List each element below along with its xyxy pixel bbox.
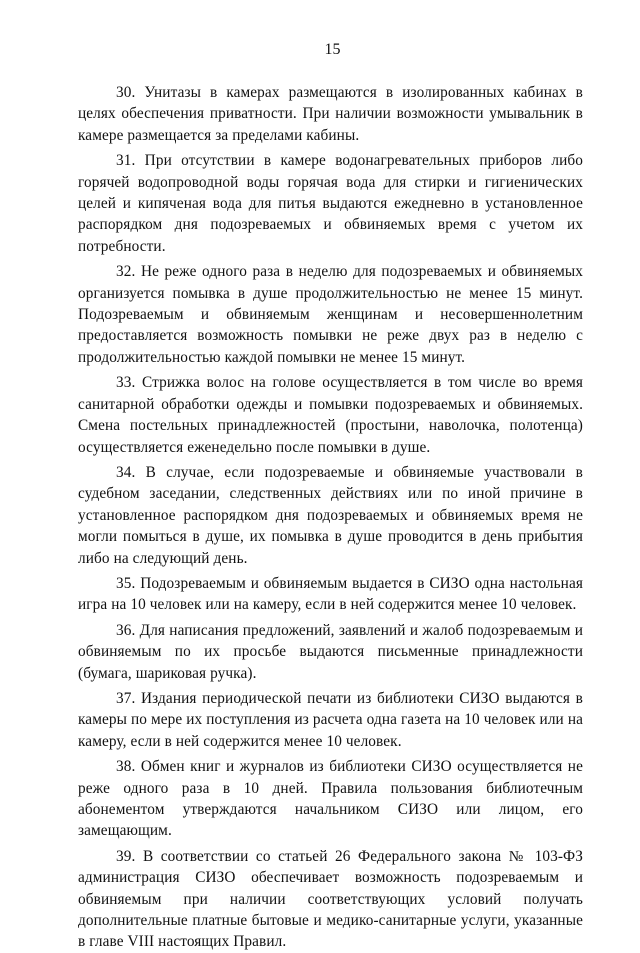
paragraph-39: 39. В соответствии со статьей 26 Федерального закона № 103-ФЗ администрация СИЗО обеспечивает возможность подозреваемым и обвиняемым при наличии соответствующих условий получать дополнительные платные бытовые и медико-санитарные услуги, указанные в главе VIII настоящих Правил. <box>78 847 583 951</box>
paragraph-37: 37. Издания периодической печати из библиотеки СИЗО выдаются в камеры по мере их поступления из расчета одна газета на 10 человек или на камеру, если в ней содержится менее 10 человек. <box>78 689 583 750</box>
paragraph-38: 38. Обмен книг и журналов из библиотеки СИЗО осуществляется не реже одного раза в 10 дней. Правила пользования библиотечным абонементом утверждаются начальником СИЗО или лицом, его замещающим. <box>78 758 583 840</box>
page-number: 15 <box>324 41 341 58</box>
paragraph-36: 36. Для написания предложений, заявлений и жалоб подозреваемым и обвиняемым по их просьбе выдаются письменные принадлежности (бумага, шариковая ручка). <box>78 621 583 682</box>
paragraph-34: 34. В случае, если подозреваемые и обвиняемые участвовали в судебном заседании, следственных действиях или по иной причине в установленное распорядком дня подозреваемых и обвиняемых время не могли помыться в душе, их помывка в душе проводится в день прибытия либо на следующий день. <box>78 463 583 567</box>
paragraph-31: 31. При отсутствии в камере водонагревательных приборов либо горячей водопроводной воды горячая вода для стирки и гигиенических целей и кипяченая вода для питья выдаются ежедневно в установленное распорядком дня подозреваемых и обвиняемых время с учетом их потребности. <box>78 152 583 255</box>
paragraph-33: 33. Стрижка волос на голове осуществляется в том числе во время санитарной обработки одежды и помывки подозреваемых и обвиняемых. Смена постельных принадлежностей (простыни, наволочка, полотенца) осуществляется еженедельно после помывки в душе. <box>78 374 583 456</box>
paragraph-30: 30. Унитазы в камерах размещаются в изолированных кабинах в целях обеспечения приватности. При наличии возможности умывальник в камере размещается за пределами кабины. <box>78 84 583 144</box>
paragraph-32: 32. Не реже одного раза в неделю для подозреваемых и обвиняемых организуется помывка в душе продолжительностью не менее 15 минут. Подозреваемым и обвиняемым женщинам и несовершеннолетним предоставляется возможность помывки не реже двух раз в неделю с продолжительностью каждой помывки не менее 15 минут. <box>78 263 583 366</box>
paragraph-35: 35. Подозреваемым и обвиняемым выдается в СИЗО одна настольная игра на 10 человек или на камеру, если в ней содержится менее 10 человек. <box>78 574 583 614</box>
